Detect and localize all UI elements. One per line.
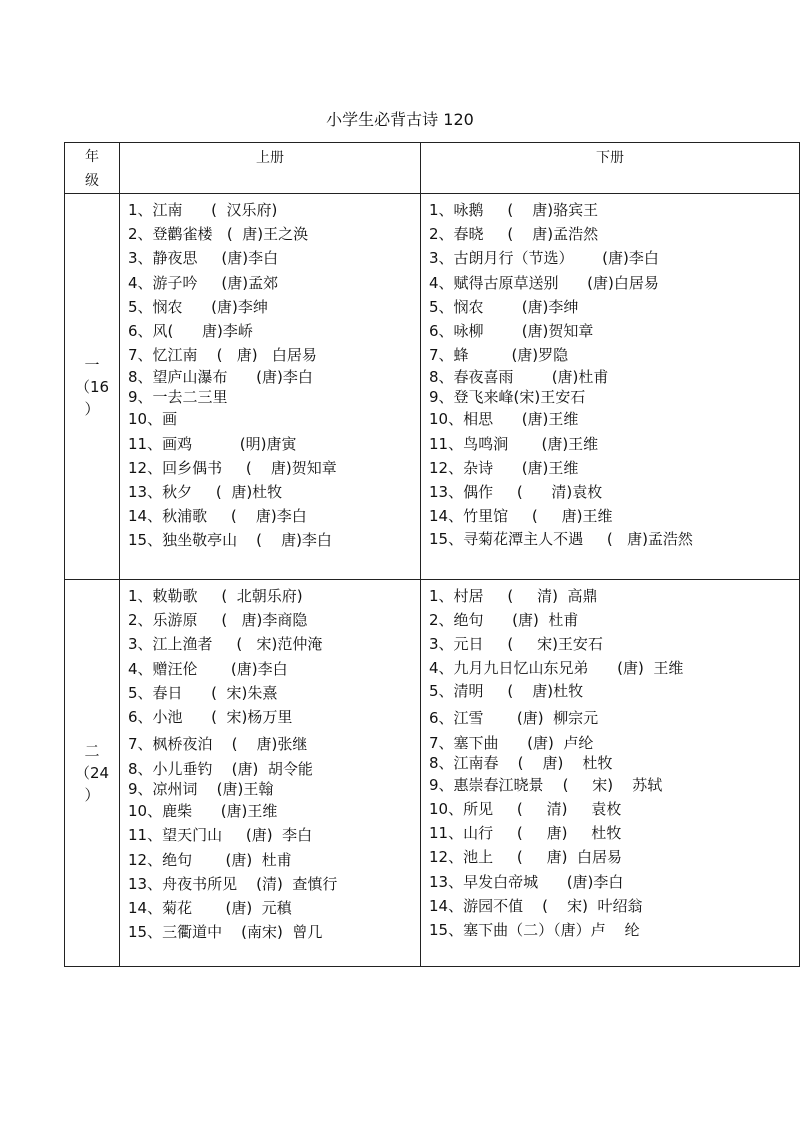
list-item: 5、清明 ( 唐)杜牧 — [429, 681, 584, 700]
list-item: 4、赋得古原草送别 (唐)白居易 — [429, 273, 659, 292]
list-item: 6、咏柳 (唐)贺知章 — [429, 322, 594, 341]
list-item: 7、忆江南 ( 唐) 白居易 — [128, 346, 317, 365]
grade-row-2 — [65, 580, 800, 967]
grade-1-upper-list — [120, 194, 420, 553]
grade-1-lower-cell — [421, 194, 800, 580]
list-item: 3、静夜思 (唐)李白 — [128, 249, 279, 268]
grade-label-line: 一 — [84, 355, 100, 374]
list-item: 8、春夜喜雨 (唐)杜甫 — [429, 368, 609, 387]
list-item: 9、惠崇春江晓景 ( 宋) 苏轼 — [429, 775, 663, 794]
list-item: 9、凉州词 (唐)王翰 — [128, 780, 274, 799]
list-item: 3、江上渔者 ( 宋)范仲淹 — [128, 635, 323, 654]
page-title: 小学生必背古诗 120 — [326, 110, 474, 129]
list-item: 14、游园不值 ( 宋) 叶绍翁 — [429, 896, 643, 915]
list-item: 2、乐游原 ( 唐)李商隐 — [128, 611, 308, 630]
list-item: 13、秋夕 ( 唐)杜牧 — [128, 483, 283, 502]
list-item: 6、江雪 (唐) 柳宗元 — [429, 708, 599, 727]
grade-label-line: 二 — [84, 742, 100, 760]
list-item: 14、竹里馆 ( 唐)王维 — [429, 507, 613, 526]
list-item: 8、望庐山瀑布 (唐)李白 — [128, 368, 313, 387]
list-item: 14、秋浦歌 ( 唐)李白 — [128, 507, 307, 526]
list-item: 9、登飞来峰(宋)王安石 — [429, 388, 586, 407]
list-item: 11、望天门山 (唐) 李白 — [128, 826, 313, 845]
list-item: 6、风( 唐)李峤 — [128, 322, 253, 341]
list-item: 8、小儿垂钓 (唐) 胡令能 — [128, 760, 313, 779]
list-item: 12、杂诗 (唐)王维 — [429, 458, 579, 477]
list-item: 13、偶作 ( 清)袁枚 — [429, 483, 603, 502]
list-item: 1、江南 ( 汉乐府) — [128, 201, 278, 219]
table-header-row — [65, 143, 800, 194]
list-item: 15、寻菊花潭主人不遇 ( 唐)孟浩然 — [429, 530, 693, 549]
list-item: 5、悯农 (唐)李绅 — [128, 297, 268, 316]
list-item: 5、悯农 (唐)李绅 — [429, 297, 579, 316]
lower-volume-header: 下册 — [421, 143, 800, 194]
list-item: 12、池上 ( 唐) 白居易 — [429, 848, 623, 867]
list-item: 2、登鹳雀楼 ( 唐)王之涣 — [128, 225, 309, 244]
list-item: 4、游子吟 (唐)孟郊 — [128, 273, 279, 292]
grade-header — [65, 143, 120, 194]
list-item: 4、赠汪伦 (唐)李白 — [128, 659, 288, 678]
list-item: 7、蜂 (唐)罗隐 — [429, 346, 569, 365]
upper-volume-header: 上册 — [120, 143, 421, 194]
list-item: 14、菊花 (唐) 元稹 — [128, 899, 292, 918]
list-item: 12、绝句 (唐) 杜甫 — [128, 850, 292, 869]
poem-table — [64, 142, 800, 967]
grade-label-2 — [65, 580, 120, 967]
list-item: 1、村居 ( 清) 高鼎 — [429, 587, 598, 605]
grade-label-line: ） — [84, 399, 100, 418]
grade-1-lower-list — [421, 194, 799, 550]
grade-header-line2: 级 — [85, 173, 99, 189]
grade-label-line: ） — [84, 786, 100, 804]
list-item: 10、鹿柴 (唐)王维 — [128, 802, 278, 821]
list-item: 7、枫桥夜泊 ( 唐)张继 — [128, 735, 308, 754]
list-item: 15、塞下曲（二）（唐）卢 纶 — [429, 921, 640, 940]
list-item: 3、古朗月行（节选） (唐)李白 — [429, 249, 659, 268]
list-item: 7、塞下曲 (唐) 卢纶 — [429, 733, 594, 752]
grade-2-upper-cell — [120, 580, 421, 967]
grade-2-lower-cell — [421, 580, 800, 967]
grade-1-upper-cell — [120, 194, 421, 580]
list-item: 10、相思 (唐)王维 — [429, 410, 579, 429]
list-item: 15、三衢道中 (南宋) 曾几 — [128, 923, 323, 942]
grade-header-line1: 年 — [85, 149, 99, 165]
list-item: 9、一去二三里 — [128, 388, 228, 407]
list-item: 1、咏鹅 ( 唐)骆宾王 — [429, 201, 599, 219]
grade-row-1 — [65, 194, 800, 580]
list-item: 3、元日 ( 宋)王安石 — [429, 635, 603, 654]
list-item: 2、绝句 (唐) 杜甫 — [429, 611, 579, 630]
list-item: 12、回乡偶书 ( 唐)贺知章 — [128, 458, 337, 477]
list-item: 5、春日 ( 宋)朱熹 — [128, 683, 278, 702]
list-item: 11、鸟鸣涧 (唐)王维 — [429, 434, 599, 453]
grade-2-upper-list — [120, 580, 420, 944]
grade-label-1 — [65, 194, 120, 580]
grade-label-line: （24 — [74, 764, 110, 782]
list-item: 10、画 — [128, 410, 178, 429]
list-item: 8、江南春 ( 唐) 杜牧 — [429, 753, 613, 772]
list-item: 6、小池 ( 宋)杨万里 — [128, 708, 293, 727]
list-item: 4、九月九日忆山东兄弟 (唐) 王维 — [429, 658, 684, 677]
list-item: 11、画鸡 (明)唐寅 — [128, 434, 297, 453]
list-item: 10、所见 ( 清) 袁枚 — [429, 800, 622, 819]
list-item: 13、早发白帝城 (唐)李白 — [429, 872, 624, 891]
list-item: 1、敕勒歌 ( 北朝乐府) — [128, 587, 303, 605]
grade-label-line: （16 — [74, 377, 110, 396]
list-item: 2、春晓 ( 唐)孟浩然 — [429, 225, 599, 244]
list-item: 11、山行 ( 唐) 杜牧 — [429, 824, 622, 843]
grade-2-lower-list — [421, 580, 799, 942]
list-item: 13、舟夜书所见 (清) 查慎行 — [128, 874, 338, 893]
list-item: 15、独坐敬亭山 ( 唐)李白 — [128, 531, 332, 550]
